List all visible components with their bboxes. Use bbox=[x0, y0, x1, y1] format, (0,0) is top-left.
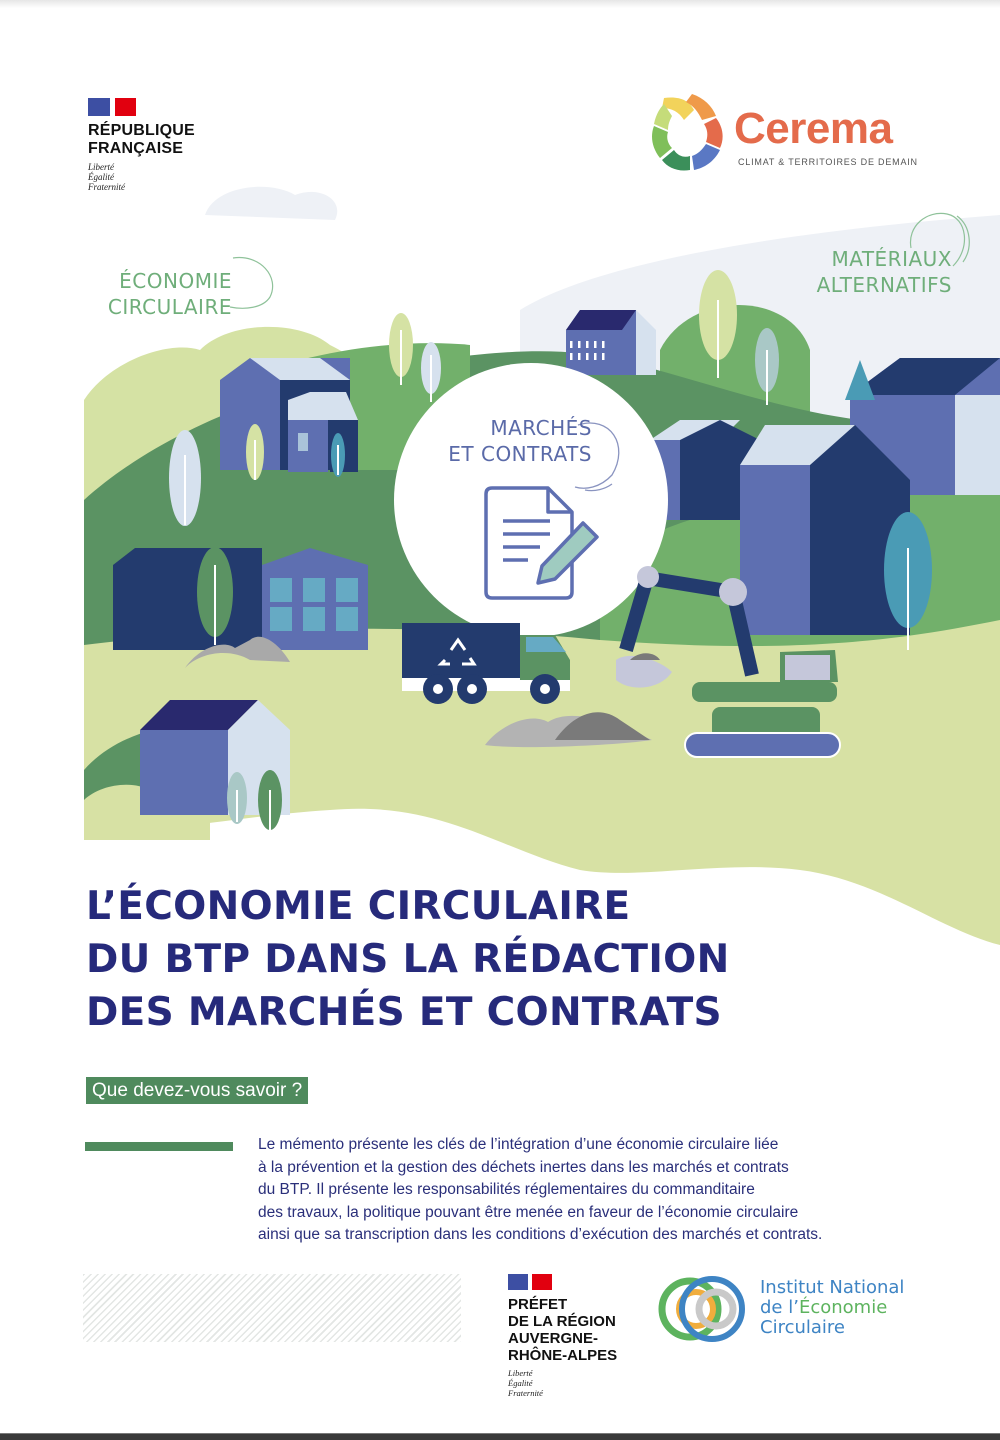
marianne-flag-icon bbox=[88, 98, 136, 116]
hatched-placeholder bbox=[83, 1274, 461, 1342]
cerema-wordmark: Cerema bbox=[734, 104, 893, 153]
republique-name: RÉPUBLIQUE FRANÇAISE bbox=[88, 122, 195, 157]
cerema-tagline: CLIMAT & TERRITOIRES DE DEMAIN bbox=[738, 157, 918, 167]
label-economie-circulaire: ÉCONOMIE CIRCULAIRE bbox=[107, 269, 232, 319]
inec-logo bbox=[656, 1272, 936, 1347]
label-marches-contrats: MARCHÉS ET CONTRATS bbox=[448, 416, 592, 466]
page-title: L’ÉCONOMIE CIRCULAIRE DU BTP DANS LA RÉDACTION DES MARCHÉS ET CONTRATS bbox=[86, 884, 730, 1035]
inec-wordmark: Institut National de l’Économie Circulaire bbox=[760, 1277, 905, 1338]
label-materiaux-alternatifs: MATÉRIAUX ALTERNATIFS bbox=[816, 247, 952, 297]
green-accent-bar bbox=[85, 1142, 233, 1151]
arc-decoration-icon bbox=[905, 208, 975, 270]
prefet-region-logo bbox=[508, 1274, 617, 1398]
top-edge-shadow bbox=[0, 0, 1000, 8]
cerema-logo bbox=[634, 90, 924, 180]
republique-motto: Liberté Égalité Fraternité bbox=[88, 162, 125, 192]
cerema-star-icon bbox=[634, 90, 734, 180]
arc-decoration-icon bbox=[225, 252, 280, 312]
prefet-motto: Liberté Égalité Fraternité bbox=[508, 1368, 543, 1398]
intro-paragraph: Le mémento présente les clés de l’intégration d’une économie circulaire liée à la prévention et la gestion des déchets inertes dans les marchés et contrats du BTP. Il présente les responsabilités réglementaires du commanditaire des travaux, la politique pouvant être menée en faveur de l’économie circulaire ainsi que sa transcription dans les conditions d’exécution des marchés et contrats. bbox=[258, 1136, 823, 1244]
prefet-name: PRÉFET DE LA RÉGION AUVERGNE- RHÔNE-ALPES bbox=[508, 1296, 618, 1364]
marianne-flag-icon bbox=[508, 1274, 552, 1290]
section-badge: Que devez-vous savoir ? bbox=[86, 1077, 308, 1104]
interlocking-rings-icon bbox=[656, 1272, 756, 1347]
